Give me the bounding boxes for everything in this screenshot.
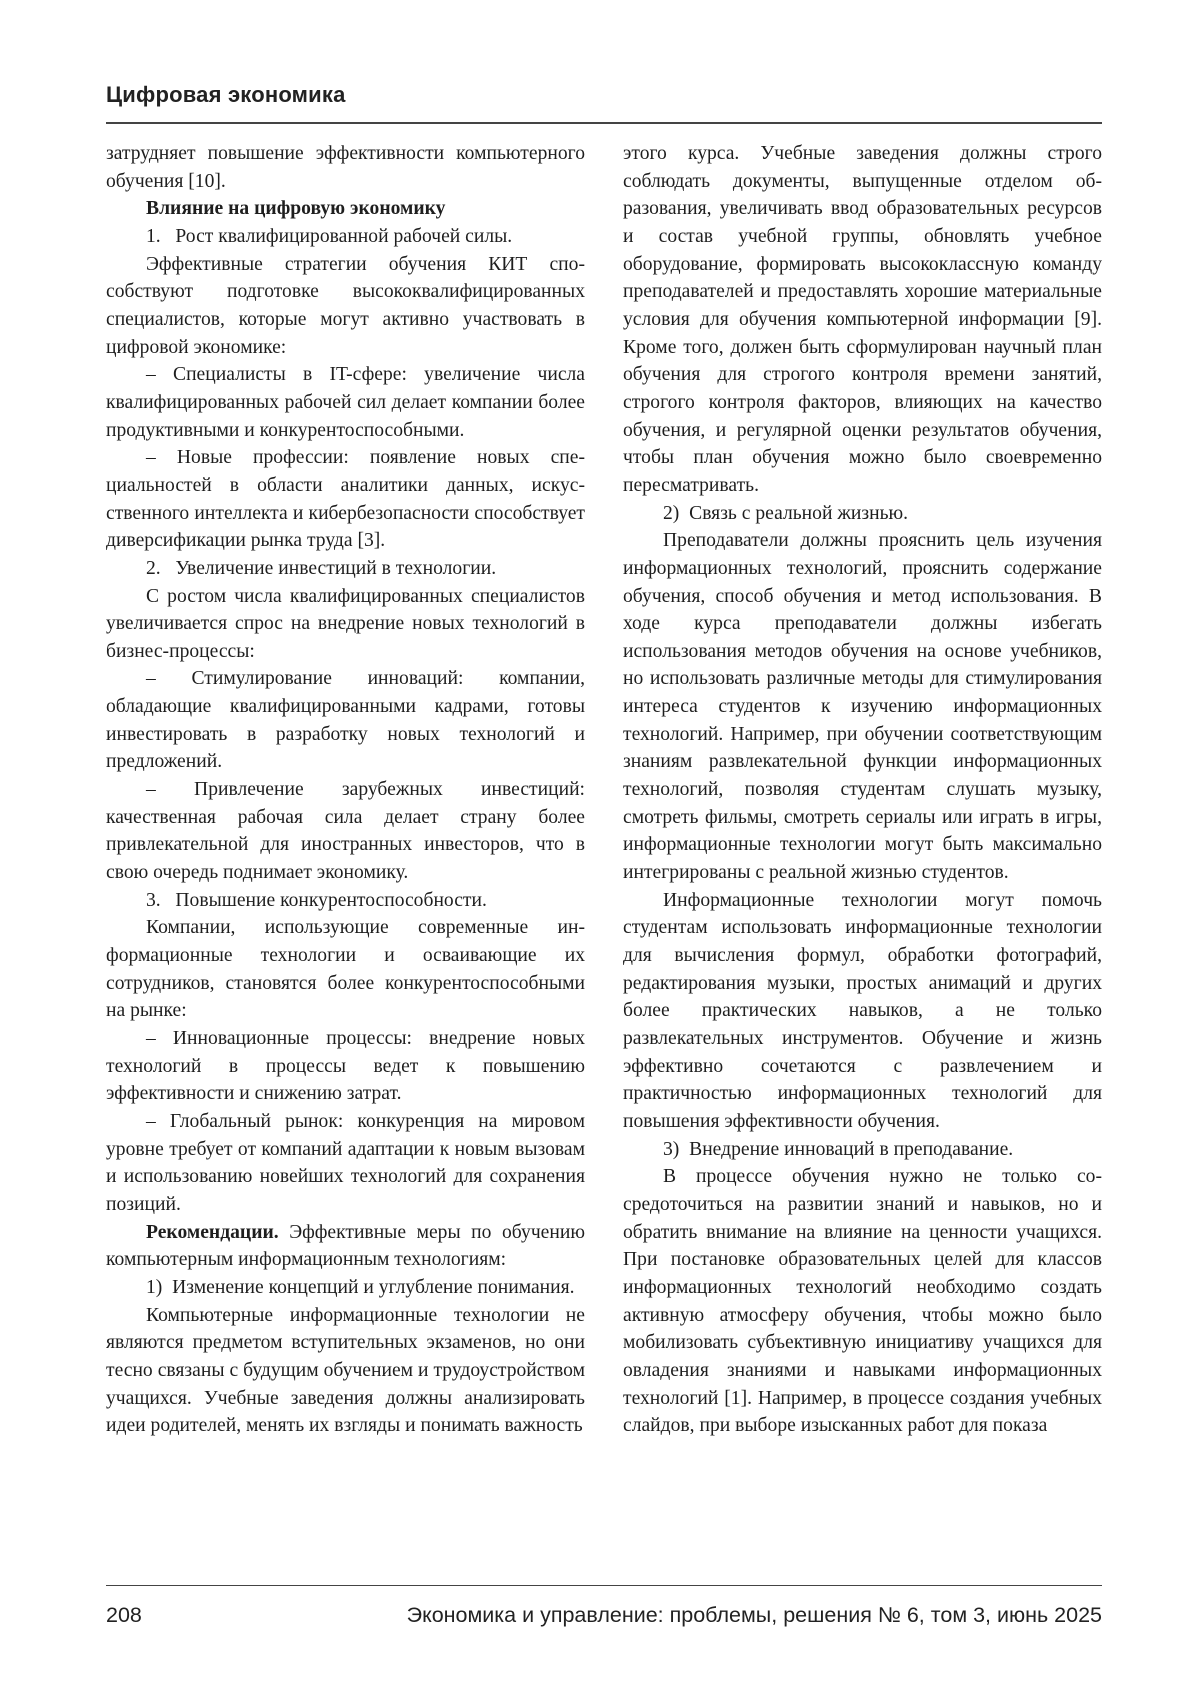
list-item: 2. Увеличение инвестиций в технологии. bbox=[146, 557, 497, 579]
list-item: 2) Связь с реальной жизнью. bbox=[663, 502, 909, 524]
dash-item: – Новые профессии: появление новых специальностей в области аналитики данных, искусственного интеллекта и кибербезопасности способствует диверсификации рынка труда [3]. bbox=[106, 447, 585, 552]
dash-item: – Специалисты в IT-сфере: увеличение числа квалифицированных рабочей сил делает компании более продуктивными и конкурентоспособными. bbox=[106, 364, 585, 441]
paragraph: Компьютерные информационные технологии не являются предметом вступительных экзаменов, но они тесно связаны с будущим обучением и трудоустройством учащихся. Учебные заведения должны анализировать идеи родителей, менять их взгляды и понимать важность bbox=[106, 1304, 585, 1437]
footer-rule bbox=[106, 1585, 1102, 1586]
paragraph: этого курса. Учебные заведения должны строго соблюдать документы, выпущенные отделом образования, увеличивать ввод образовательных ресурсов и состав учебной группы, обновлять учебное оборудование, формировать высококлассную команду преподавателей и предоставлять хорошие материальные условия для обучения компьютерной информации [9]. Кроме того, должен быть сформулирован научный план обучения для строгого контроля времени занятий, строгого контроля факторов, влияющих на качество обучения, и регулярной оценки результатов обучения, чтобы план обучения можно было своевременно пересматривать. bbox=[623, 143, 1102, 496]
left-column bbox=[106, 140, 585, 1440]
page-number: 208 bbox=[106, 1603, 142, 1627]
paragraph: Эффективные стратегии обучения КИТ способствуют подготовке высококвалифицированных специалистов, которые могут активно участвовать в цифровой экономике: bbox=[106, 253, 585, 358]
paragraph: С ростом числа квалифицированных специалистов увеличивается спрос на внедрение новых технологий в бизнес-процессы: bbox=[106, 585, 585, 662]
list-item: 1) Изменение концепций и углубление понимания. bbox=[146, 1276, 575, 1298]
list-item: 1. Рост квалифицированной рабочей силы. bbox=[146, 225, 513, 247]
paragraph: В процессе обучения нужно не только сосредоточиться на развитии знаний и навыков, но и обратить внимание на влияние на ценности учащихся. При постановке образовательных целей для классов информационных технологий необходимо создать активную атмосферу обучения, чтобы можно было мобилизовать субъективную инициативу учащихся для овладения знаниями и навыками информационных технологий [1]. Например, в процессе создания учебных слайдов, при выборе изысканных работ для показа bbox=[623, 1166, 1102, 1437]
dash-item: – Глобальный рынок: конкуренция на мировом уровне требует от компаний адаптации к новым вызовам и использованию новейших технологий для сохранения позиций. bbox=[106, 1110, 585, 1215]
dash-item: – Привлечение зарубежных инвестиций: качественная рабочая сила делает страну более привлекательной для иностранных инвесторов, что в свою очередь поднимает экономику. bbox=[106, 779, 585, 884]
recommendations-text: Эффективные меры по обучению компьютерным информационным технологиям: bbox=[106, 1221, 585, 1271]
list-item: 3) Внедрение инноваций в преподавание. bbox=[663, 1138, 1014, 1160]
running-head-title: Цифровая экономика bbox=[106, 82, 346, 107]
recommendations-paragraph bbox=[106, 1219, 585, 1274]
list-item: 3. Повышение конкурентоспособности. bbox=[146, 889, 487, 911]
right-column bbox=[623, 140, 1102, 1440]
section-heading: Влияние на цифровую экономику bbox=[146, 198, 446, 220]
paragraph: Преподаватели должны прояснить цель изучения информационных технологий, прояснить содержание обучения, способ обучения и метод использования. В ходе курса преподаватели должны избегать использования методов обучения на основе учебников, но использовать различные методы для стимулирования интереса студентов к изучению информационных технологий. Например, при обучении соответствующим знаниям развлекательной функции информационных технологий, позволяя студентам слушать музыку, смотреть фильмы, смотреть сериалы или играть в игры, информационные технологии могут быть максимально интегрированы с реальной жизнью студентов. bbox=[623, 530, 1102, 884]
recommendations-lead: Рекомендации. bbox=[146, 1221, 279, 1243]
paragraph: затрудняет повышение эффективности компьютерного обучения [10]. bbox=[106, 143, 585, 192]
dash-item: – Инновационные процессы: внедрение новых технологий в процессы ведет к повышению эффективности и снижению затрат. bbox=[106, 1028, 585, 1105]
dash-item: – Стимулирование инноваций: компании, обладающие квалифицированными кадрами, готовы инвестировать в разработку новых технологий и предложений. bbox=[106, 668, 585, 773]
header-rule bbox=[106, 122, 1102, 124]
paragraph: Информационные технологии могут помочь студентам использовать информационные технологии для вычисления формул, обработки фотографий, редактирования музыки, простых анимаций и других более практических навыков, а не только развлекательных инструментов. Обучение и жизнь эффективно сочетаются с развлечением и практичностью информационных технологий для повышения эффективности обучения. bbox=[623, 889, 1102, 1132]
journal-citation: Экономика и управление: проблемы, решения № 6, том 3, июнь 2025 bbox=[406, 1603, 1102, 1627]
paragraph: Компании, использующие современные информационные технологии и осваивающие их сотрудников, становятся более конкурентоспособными на рынке: bbox=[106, 917, 585, 1022]
